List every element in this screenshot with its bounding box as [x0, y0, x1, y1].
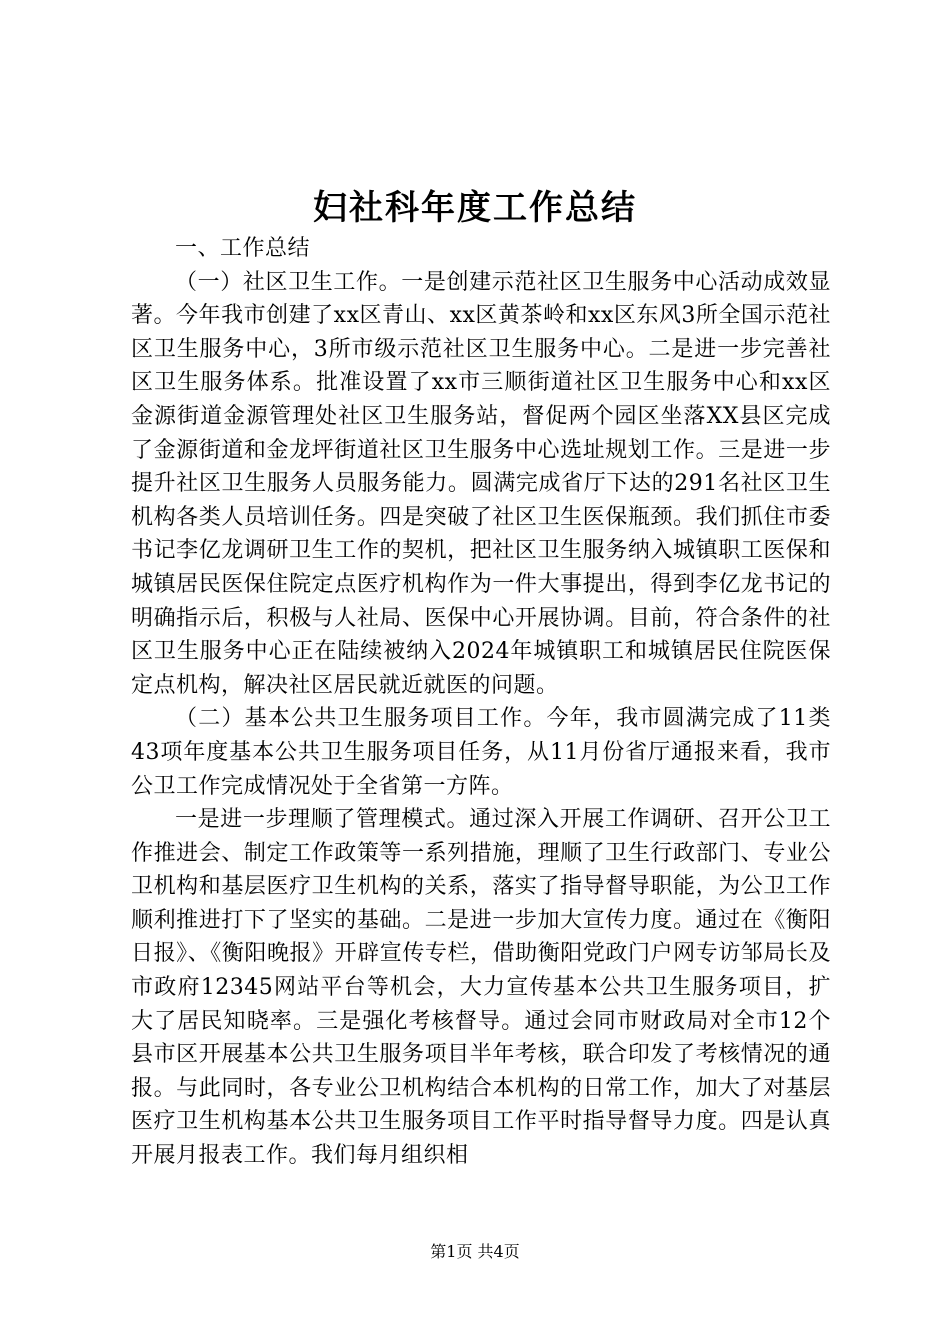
document-body [131, 232, 831, 1173]
document-title: 妇社科年度工作总结 [313, 188, 637, 228]
paragraph-measures: 一是进一步理顺了管理模式。通过深入开展工作调研、召开公卫工作推进会、制定工作政策等一系列措施，理顺了卫生行政部门、专业公卫机构和基层医疗卫生机构的关系，落实了指导督导职能，为公卫工作顺利推进打下了坚实的基础。二是进一步加大宣传力度。通过在《衡阳日报》、《衡阳晚报》开辟宣传专栏，借助衡阳党政门户网专访邹局长及市政府12345网站平台等机会，大力宣传基本公共卫生服务项目，扩大了居民知晓率。三是强化考核督导。通过会同市财政局对全市12个县市区开展基本公共卫生服务项目半年考核，联合印发了考核情况的通报。与此同时，各专业公卫机构结合本机构的日常工作，加大了对基层医疗卫生机构基本公共卫生服务项目工作平时指导督导力度。四是认真开展月报表工作。我们每月组织相 [131, 807, 831, 1169]
paragraph-public-health: （二）基本公共卫生服务项目工作。今年，我市圆满完成了11类43项年度基本公共卫生服务项目任务，从11月份省厅通报来看，我市公卫工作完成情况处于全省第一方阵。 [131, 706, 831, 799]
page-footer: 第1页 共4页 [430, 1242, 520, 1261]
section-heading: 一、工作总结 [175, 236, 311, 261]
paragraph-community-health: （一）社区卫生工作。一是创建示范社区卫生服务中心活动成效显著。今年我市创建了xx区青山、xx区黄茶岭和xx区东风3所全国示范社区卫生服务中心，3所市级示范社区卫生服务中心。二是进一步完善社区卫生服务体系。批准设置了xx市三顺街道社区卫生服务中心和xx区金源街道金源管理处社区卫生服务站，督促两个园区坐落XX县区完成了金源街道和金龙坪街道社区卫生服务中心选址规划工作。三是进一步提升社区卫生服务人员服务能力。圆满完成省厅下达的291名社区卫生机构各类人员培训任务。四是突破了社区卫生医保瓶颈。我们抓住市委书记李亿龙调研卫生工作的契机，把社区卫生服务纳入城镇职工医保和城镇居民医保住院定点医疗机构作为一件大事提出，得到李亿龙书记的明确指示后，积极与人社局、医保中心开展协调。目前，符合条件的社区卫生服务中心正在陆续被纳入2024年城镇职工和城镇居民住院医保定点机构，解决社区居民就近就医的问题。 [131, 269, 831, 698]
